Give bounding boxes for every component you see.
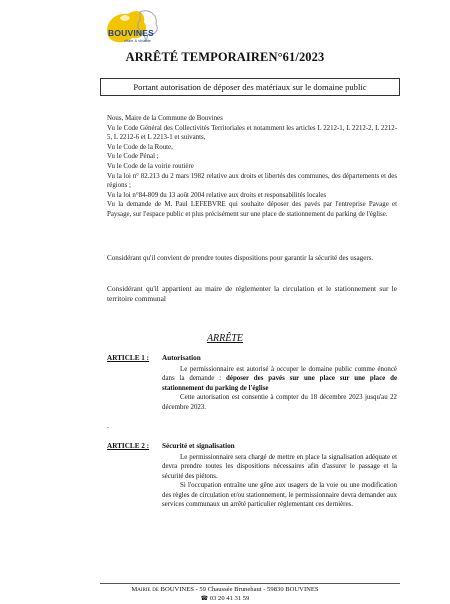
footer-divider — [100, 583, 400, 584]
subject-box: Portant autorisation de déposer des matériaux sur le domaine public — [100, 78, 400, 96]
article-1-emphasis: déposer des pavés sur une place sur une place de stationnement du parking de l'église — [162, 375, 397, 392]
consideration-line: Vu le Code Général des Collectivités Territoriales et notamment les articles L 2212-1, L 2212-2, L 2212-5, L 2212-6 et L 2213-1 et suivants, — [107, 124, 397, 142]
considerations-block — [107, 114, 397, 220]
footer-mairie: Mairie de — [131, 586, 159, 593]
consideration-line: Vu la demande de M. Paul LEFEBVRE qui souhaite déposer des pavés par l'entreprise Pavage et Paysage, sur l'espace public et plus précisément sur une place de stationnement du parking de l'église. — [107, 201, 397, 218]
logo-tagline: vitale & vivante — [124, 38, 151, 43]
article-2-body — [162, 453, 397, 509]
consideration-line: Nous, Maire de la Commune de Bouvines — [107, 115, 223, 122]
consider-authority: Considérant qu'il appartient au maire de réglementer la circulation et le stationnement sur le territoire communal — [107, 284, 397, 303]
document-title: ARRÊTÉ TEMPORAIREN°61/2023 — [125, 50, 325, 64]
article-1-dates: Cette autorisation est consentie à compter du 18 décembre 2023 jusqu'au 22 décembre 2023. — [162, 394, 397, 411]
article-1-label: ARTICLE 1 : — [107, 354, 150, 362]
article-2-paragraph: Si l'occupation entraîne une gêne aux usagers de la voie ou une modification des règles de circulation et/ou stationnement, le permissionnaire devra demander aux services communaux un arrêté particulier réglementant ces dernières. — [162, 482, 397, 509]
separator-dot: . — [107, 422, 109, 430]
footer — [0, 585, 450, 604]
consideration-line: Vu le Code de la voirie routière — [107, 162, 194, 170]
footer-address — [0, 585, 450, 594]
consider-security: Considérant qu'il convient de prendre toutes dispositions pour garantir la sécurité des usagers. — [107, 254, 374, 262]
article-2-heading: Sécurité et signalisation — [162, 442, 235, 450]
logo-name: BOUVINES — [108, 28, 154, 38]
article-2-label: ARTICLE 2 : — [107, 442, 150, 450]
article-2-paragraph: Le permissionnaire sera chargé de mettre en place la signalisation adéquate et devra prendre toutes les dispositions nécessaires afin d'assurer le passage et la sécurité des piétons. — [162, 454, 397, 480]
article-1-heading: Autorisation — [162, 354, 201, 362]
consideration-line: Vu la loi n° 82.213 du 2 mars 1982 relative aux droits et libertés des communes, des départements et des régions ; — [107, 172, 397, 190]
article-1-paragraph — [162, 365, 397, 393]
footer-phone-line — [0, 594, 450, 604]
phone-icon: ☎ — [200, 596, 209, 602]
article-1-body — [162, 365, 397, 412]
consideration-line: Vu le Code de la Route, — [107, 143, 173, 151]
footer-address-text: BOUVINES - 59 Chaussée Brunehaut - 59830 BOUVINES — [160, 586, 319, 593]
consideration-line: Vu la loi n°84-809 du 13 août 2004 relative aux droits et responsabilités locales — [107, 191, 327, 199]
consideration-line: Vu le Code Pénal ; — [107, 153, 159, 161]
footer-phone: 03 20 41 31 59 — [209, 595, 250, 602]
section-heading: ARRÊTE — [206, 333, 244, 344]
article-1-text: Le permissionnaire est autorisé à occuper le domaine public comme énoncé dans la demande : — [162, 366, 397, 383]
bouvines-logo — [102, 6, 166, 50]
